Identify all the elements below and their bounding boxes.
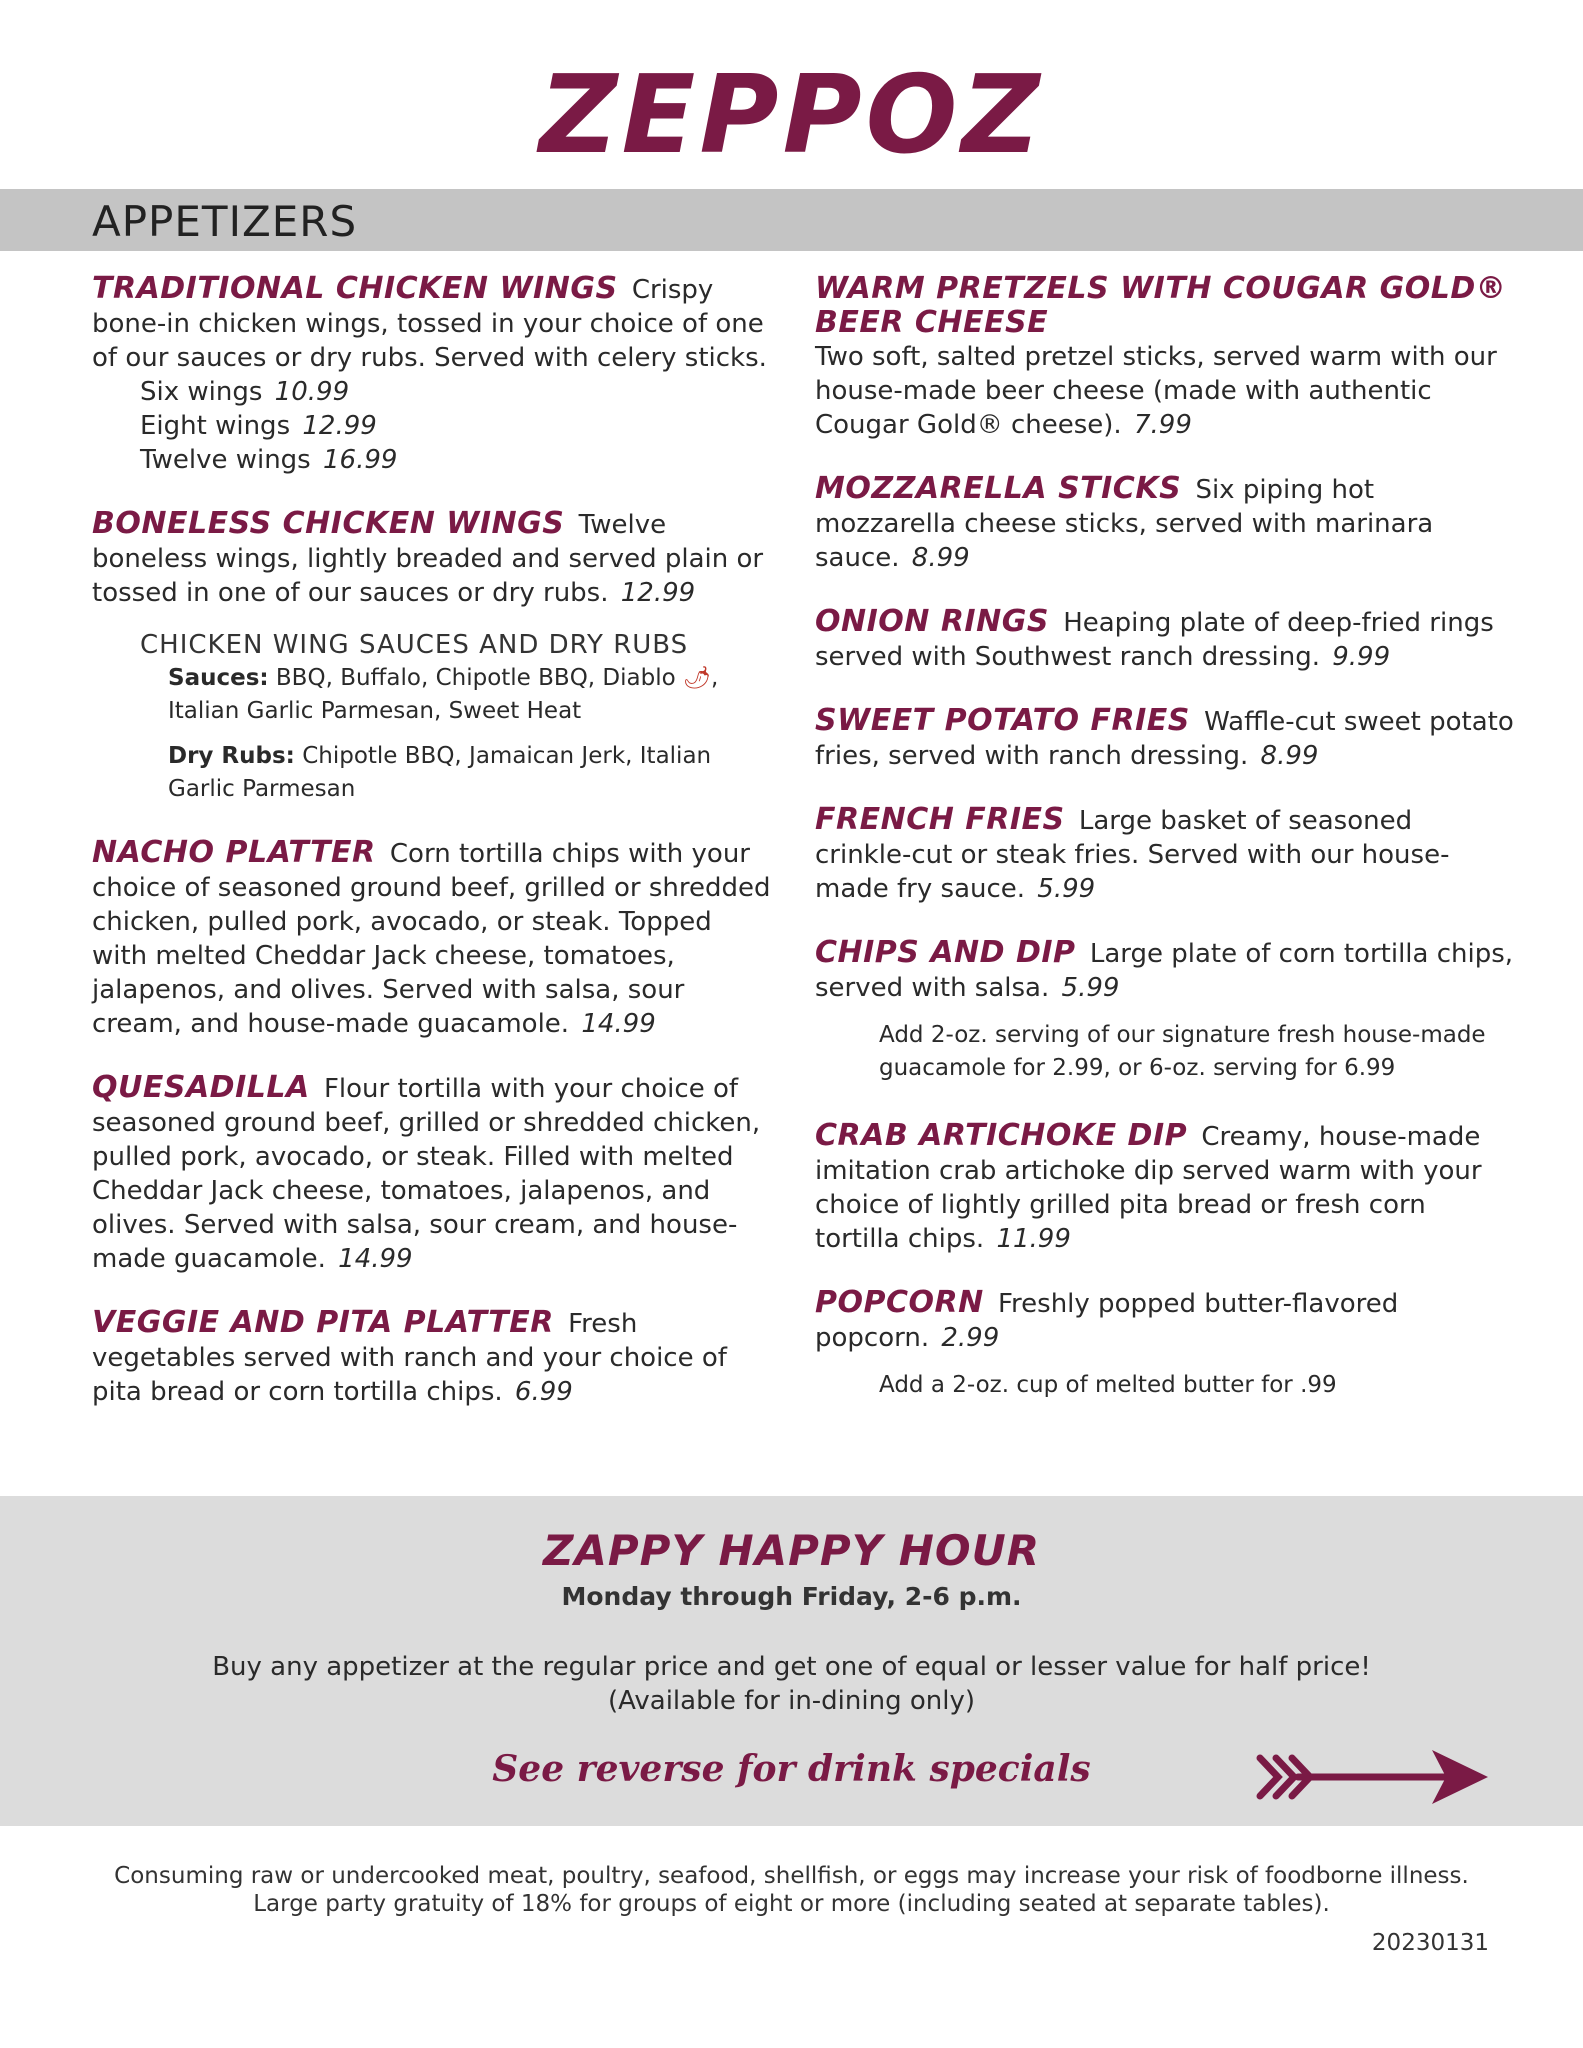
item-name: QUESADILLA: [92, 1070, 310, 1105]
menu-item: [815, 1119, 1515, 1256]
chili-pepper-icon: 🌶: [683, 666, 711, 691]
happy-hour-offer: Buy any appetizer at the regular price and get one of equal or lesser value for half price!: [212, 1652, 1371, 1682]
menu-item: [92, 1071, 772, 1276]
see-reverse-text: See reverse for drink specials: [492, 1748, 1091, 1790]
option-row: [140, 375, 772, 409]
item-name: TRADITIONAL CHICKEN WINGS: [92, 271, 618, 306]
item-description: Crispy bone-in chicken wings, tossed in your choice of one of our sauces or dry rubs. Served with celery sticks.: [92, 275, 767, 373]
item-name: POPCORN: [815, 1285, 984, 1320]
sauces-list-rest: , Italian Garlic Parmesan, Sweet Heat: [168, 665, 719, 724]
item-price: 8.99: [1260, 741, 1319, 771]
happy-hour-times: Monday through Friday, 2-6 p.m.: [561, 1582, 1022, 1611]
item-addon: Add 2-oz. serving of our signature fresh house-made guacamole for 2.99, or 6-oz. serving for 6.99: [879, 1022, 1486, 1081]
menu-item: [92, 1306, 772, 1409]
gratuity-notice: Large party gratuity of 18% for groups of eight or more (including seated at separate tables).: [253, 1891, 1330, 1917]
menu-item: [92, 507, 772, 610]
item-price: 14.99: [338, 1244, 413, 1274]
option-row: [140, 409, 772, 443]
item-description: Creamy, house-made imitation crab artichoke dip served warm with your choice of lightly grilled pita bread or fresh corn tortilla chips.: [815, 1122, 1482, 1254]
sauces-list: BBQ, Buffalo, Chipotle BBQ, Diablo: [275, 665, 676, 691]
rubs-line: [168, 740, 772, 806]
item-price: 11.99: [996, 1224, 1071, 1254]
item-description: Flour tortilla with your choice of seasoned ground beef, grilled or shredded chicken, pulled pork, avocado, or steak. Filled with melted Cheddar Jack cheese, tomatoes, jalapenos, and olives. Served with salsa, sour cream, and house-made guacamole.: [92, 1074, 761, 1274]
item-name: CHIPS AND DIP: [815, 935, 1076, 970]
item-name: FRENCH FRIES: [815, 802, 1065, 837]
option-list: [140, 375, 772, 477]
menu-item: [92, 836, 772, 1041]
item-description: Freshly popped butter-flavored popcorn.: [815, 1289, 1399, 1353]
item-price: 12.99: [620, 578, 696, 608]
item-description: Waffle-cut sweet potato fries, served with ranch dressing.: [815, 707, 1514, 771]
menu-item: [815, 272, 1515, 442]
item-price: 5.99: [1037, 874, 1096, 904]
sauces-title: CHICKEN WING SAUCES AND DRY RUBS: [140, 630, 689, 660]
menu-item: [92, 272, 772, 477]
menu-item: [815, 704, 1515, 773]
left-column: [92, 272, 772, 1439]
item-description: Corn tortilla chips with your choice of seasoned ground beef, grilled or shredded chicken, pulled pork, avocado, or steak. Topped with melted Cheddar Jack cheese, tomatoes, jalapenos, and olives. Served with salsa, sour cream, and house-made guacamole.: [92, 839, 771, 1039]
menu-item: [815, 1286, 1515, 1355]
item-price: 6.99: [514, 1377, 573, 1407]
item-name: MOZZARELLA STICKS: [815, 471, 1182, 506]
rubs-label: Dry Rubs:: [168, 743, 295, 769]
item-price: 2.99: [941, 1323, 1000, 1353]
right-column: [815, 272, 1515, 1436]
section-header: [0, 189, 1583, 251]
item-name: WARM PRETZELS WITH COUGAR GOLD® BEER CHEESE: [815, 271, 1507, 340]
option-row: [140, 443, 772, 477]
item-price: 7.99: [1133, 410, 1192, 440]
food-safety-notice: Consuming raw or undercooked meat, poultry, seafood, shellfish, or eggs may increase your risk of foodborne illness.: [114, 1863, 1469, 1889]
item-description: Two soft, salted pretzel sticks, served warm with our house-made beer cheese (made with authentic Cougar Gold® cheese).: [815, 342, 1497, 440]
item-name: ONION RINGS: [815, 604, 1049, 639]
menu-code: 20230131: [1371, 1930, 1489, 1956]
happy-hour-panel: [0, 1496, 1583, 1826]
item-price: 5.99: [1061, 973, 1120, 1003]
section-title: APPETIZERS: [92, 197, 358, 246]
option-label: Six wings: [140, 377, 263, 407]
item-name: CRAB ARTICHOKE DIP: [815, 1118, 1188, 1153]
logo: ZEPPOZ: [539, 53, 1044, 178]
item-description: Twelve boneless wings, lightly breaded and served plain or tossed in one of our sauces or dry rubs.: [92, 510, 764, 608]
item-price: 8.99: [911, 543, 970, 573]
item-name: NACHO PLATTER: [92, 835, 376, 870]
item-description: Six piping hot mozzarella cheese sticks, served with marinara sauce.: [815, 475, 1434, 573]
item-price: 14.99: [581, 1009, 656, 1039]
menu-item: [815, 936, 1515, 1005]
option-label: Twelve wings: [140, 445, 311, 475]
footer-disclaimer: [0, 1862, 1583, 1918]
sauces-line: [168, 662, 772, 728]
option-price: 10.99: [274, 377, 350, 407]
option-label: Eight wings: [140, 411, 291, 441]
sauces-box: [140, 628, 772, 806]
happy-hour-note: (Available for in-dining only): [607, 1686, 975, 1716]
menu-item: [815, 803, 1515, 906]
happy-hour-title: ZAPPY HAPPY HOUR: [542, 1526, 1041, 1575]
item-price: 9.99: [1332, 642, 1391, 672]
arrow-right-icon: [1254, 1746, 1490, 1808]
item-description: Fresh vegetables served with ranch and your choice of pita bread or corn tortilla chips.: [92, 1309, 727, 1407]
item-description: Heaping plate of deep-fried rings served with Southwest ranch dressing.: [815, 608, 1494, 672]
item-name: VEGGIE AND PITA PLATTER: [92, 1305, 554, 1340]
item-description: Large basket of seasoned crinkle-cut or steak fries. Served with our house-made fry sauce.: [815, 806, 1450, 904]
sauces-label: Sauces:: [168, 665, 269, 691]
option-price: 16.99: [323, 445, 398, 475]
rubs-list: Chipotle BBQ, Jamaican Jerk, Italian Garlic Parmesan: [168, 743, 712, 802]
menu-item: [815, 472, 1515, 575]
item-addon: Add a 2-oz. cup of melted butter for .99: [879, 1372, 1337, 1398]
item-name: BONELESS CHICKEN WINGS: [92, 506, 565, 541]
item-name: SWEET POTATO FRIES: [815, 703, 1190, 738]
item-description: Large plate of corn tortilla chips, served with salsa.: [815, 939, 1514, 1003]
happy-hour-description: [0, 1650, 1583, 1718]
option-price: 12.99: [302, 411, 377, 441]
menu-item: [815, 605, 1515, 674]
